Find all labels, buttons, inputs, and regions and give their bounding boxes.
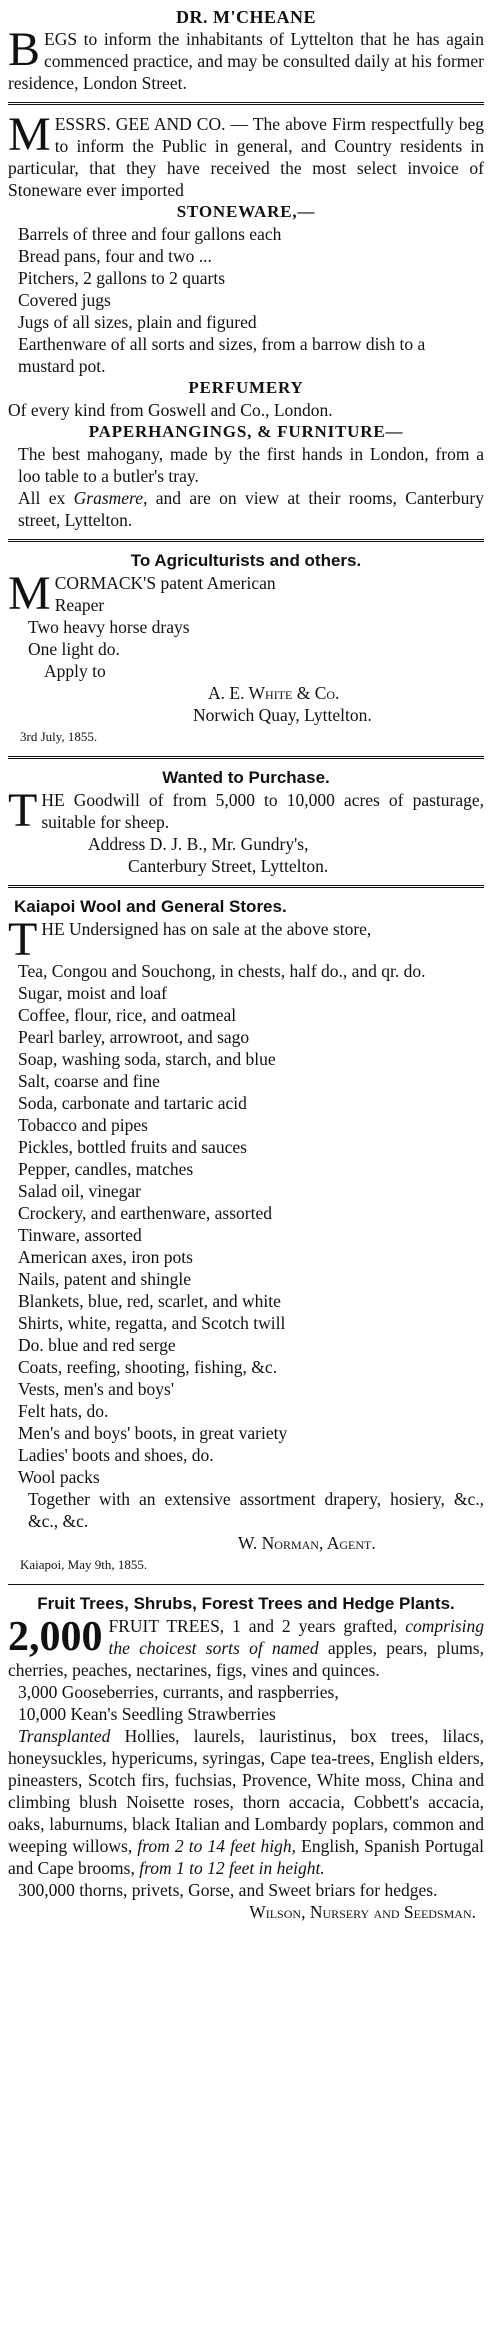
ad-body: [8, 913, 484, 966]
ad-text: Together with an extensive assortment drapery, hosiery, &c., &c., &c.: [28, 1489, 484, 1531]
drop-cap: B: [8, 23, 41, 76]
ad-text: [8, 1725, 484, 1879]
ad-body: [8, 784, 484, 837]
text-run: from 1 to 12 feet in height.: [139, 1858, 325, 1878]
address: Address D. J. B., Mr. Gundry's,: [88, 834, 309, 854]
list-item: Jugs of all sizes, plain and figured: [18, 312, 257, 332]
signer: W. Norman, Agent.: [238, 1533, 376, 1553]
section-text: [8, 487, 484, 531]
list-item: Shirts, white, regatta, and Scotch twill: [18, 1313, 286, 1333]
ad-text: 10,000 Kean's Seedling Strawberries: [18, 1704, 276, 1724]
ad-text: 300,000 thorns, privets, Gorse, and Sweet briars for hedges.: [18, 1880, 438, 1900]
list-item: Two heavy horse drays: [28, 617, 190, 637]
divider: [8, 1584, 484, 1585]
section-text: Of every kind from Goswell and Co., London.: [8, 400, 333, 420]
ad-title: To Agriculturists and others.: [130, 551, 362, 570]
ad-body: [8, 567, 484, 620]
list-item: Vests, men's and boys': [18, 1379, 175, 1399]
ad-body: [8, 23, 484, 94]
address: Norwich Quay, Lyttelton.: [193, 705, 372, 725]
list-item: Bread pans, four and two ...: [18, 246, 212, 266]
signer: A. E. White & Co.: [208, 683, 340, 703]
list-item: Tinware, assorted: [18, 1225, 142, 1245]
ad-kaiapoi-stores: [8, 896, 484, 1576]
list-item: Tobacco and pipes: [18, 1115, 148, 1135]
list-item: Soda, carbonate and tartaric acid: [18, 1093, 247, 1113]
list-item: American axes, iron pots: [18, 1247, 193, 1267]
drop-cap: M: [8, 567, 51, 620]
drop-cap: T: [8, 784, 38, 837]
apply-line: Apply to: [44, 661, 106, 681]
list-item: Covered jugs: [18, 290, 111, 310]
list-item: Ladies' boots and shoes, do.: [18, 1445, 214, 1465]
ad-text: EGS to inform the inhabitants of Lyttelton that he has again commenced practice, and may be consulted daily at his former residence, London Street.: [8, 29, 484, 93]
text-run: English, Spanish Portugal and Cape brooms,: [8, 1836, 485, 1878]
ad-title: Wanted to Purchase.: [162, 768, 330, 787]
ad-gee-and-co: [8, 108, 484, 531]
ad-text: Reaper: [54, 595, 105, 615]
ad-text: 3,000 Gooseberries, currants, and raspberries,: [18, 1682, 339, 1702]
ad-title: Fruit Trees, Shrubs, Forest Trees and Hedge Plants.: [37, 1594, 455, 1613]
list-item: Coffee, flour, rice, and oatmeal: [18, 1005, 237, 1025]
text-run: Hollies, laurels, lauristinus, box trees, lilacs, honeysuckles, hypericums, syringas, Cape tea-trees, English elders, pineasters, Scotch firs, fuchsias, Provence, White moss, China and climbing blush Noisette roses, thorn accacia, Cobbett's accacia, oaks, laburnums, black Italian and Lombardy poplars, common and weeping willows,: [8, 1726, 484, 1856]
ad-title: Kaiapoi Wool and General Stores.: [14, 897, 287, 916]
divider: [8, 756, 484, 759]
text-run: from 2 to 14 feet high,: [137, 1836, 297, 1856]
list-item: Sugar, moist and loaf: [18, 983, 167, 1003]
item-list: [8, 616, 484, 660]
list-item: Salt, coarse and fine: [18, 1071, 160, 1091]
ad-text: ESSRS. GEE AND CO. — The above Firm respectfully beg to inform the Public in general, and Country residents in particular, that they have received the most select invoice of Stoneware ever imported: [8, 114, 484, 200]
list-item: Wool packs: [18, 1467, 100, 1487]
date: Kaiapoi, May 9th, 1855.: [20, 1557, 148, 1572]
text-run: and are on view at their rooms, Canterbury street, Lyttelton.: [18, 488, 484, 530]
ad-fruit-trees: [8, 1593, 484, 1923]
list-item: Pitchers, 2 gallons to 2 quarts: [18, 268, 226, 288]
list-item: One light do.: [28, 639, 120, 659]
list-item: Crockery, and earthenware, assorted: [18, 1203, 272, 1223]
ad-intro: [8, 108, 484, 201]
list-item: Blankets, blue, red, scarlet, and white: [18, 1291, 281, 1311]
list-item: Soap, washing soda, starch, and blue: [18, 1049, 276, 1069]
section-heading: PAPERHANGINGS, & FURNITURE—: [88, 422, 404, 441]
list-item: Tea, Congou and Souchong, in chests, half do., and qr. do.: [18, 961, 426, 981]
ad-text: HE Goodwill of from 5,000 to 10,000 acres of pasturage, suitable for sheep.: [41, 790, 484, 832]
ship-name: Grasmere,: [73, 488, 148, 508]
text-run: comprising the choicest sorts of named: [108, 1616, 484, 1658]
signer: Wilson, Nursery and Seedsman.: [249, 1902, 476, 1922]
ad-agriculturists: [8, 550, 484, 748]
item-list: [8, 223, 484, 377]
drop-cap: T: [8, 913, 38, 966]
ad-text: HE Undersigned has on sale at the above store,: [41, 919, 372, 939]
list-item: Salad oil, vinegar: [18, 1181, 141, 1201]
address: Canterbury Street, Lyttelton.: [128, 856, 329, 876]
list-item: Felt hats, do.: [18, 1401, 109, 1421]
divider: [8, 102, 484, 105]
list-item: Do. blue and red serge: [18, 1335, 176, 1355]
section-text: The best mahogany, made by the first hands in London, from a loo table to a butler's tray.: [18, 444, 484, 486]
list-item: Pepper, candles, matches: [18, 1159, 194, 1179]
item-list: [8, 960, 484, 1488]
section-heading: STONEWARE,—: [176, 202, 316, 221]
list-item: Pickles, bottled fruits and sauces: [18, 1137, 247, 1157]
text-run: apples, pears, plums, cherries, peaches, nectarines, figs, vines and quinces.: [8, 1638, 484, 1680]
divider: [8, 885, 484, 888]
list-item: Nails, patent and shingle: [18, 1269, 192, 1289]
list-item: Men's and boys' boots, in great variety: [18, 1423, 288, 1443]
ad-dr-mcheane: [8, 6, 484, 94]
date: 3rd July, 1855.: [20, 729, 98, 744]
list-item: Earthenware of all sorts and sizes, from a barrow dish to a mustard pot.: [18, 334, 426, 376]
drop-cap: M: [8, 108, 51, 161]
divider: [8, 539, 484, 542]
list-item: Barrels of three and four gallons each: [18, 224, 282, 244]
list-item: Pearl barley, arrowroot, and sago: [18, 1027, 250, 1047]
text-run: Transplanted: [18, 1726, 111, 1746]
section-heading: PERFUMERY: [188, 378, 304, 397]
ad-wanted-to-purchase: [8, 767, 484, 877]
ad-title: DR. M'CHEANE: [176, 7, 316, 27]
ad-text: CORMACK'S patent American: [54, 573, 276, 593]
text-run: FRUIT TREES, 1 and 2 years grafted,: [108, 1616, 398, 1636]
big-number: 2,000: [8, 1614, 103, 1660]
text-run: All ex: [18, 488, 66, 508]
list-item: Coats, reefing, shooting, fishing, &c.: [18, 1357, 278, 1377]
ad-body: [8, 1615, 484, 1681]
